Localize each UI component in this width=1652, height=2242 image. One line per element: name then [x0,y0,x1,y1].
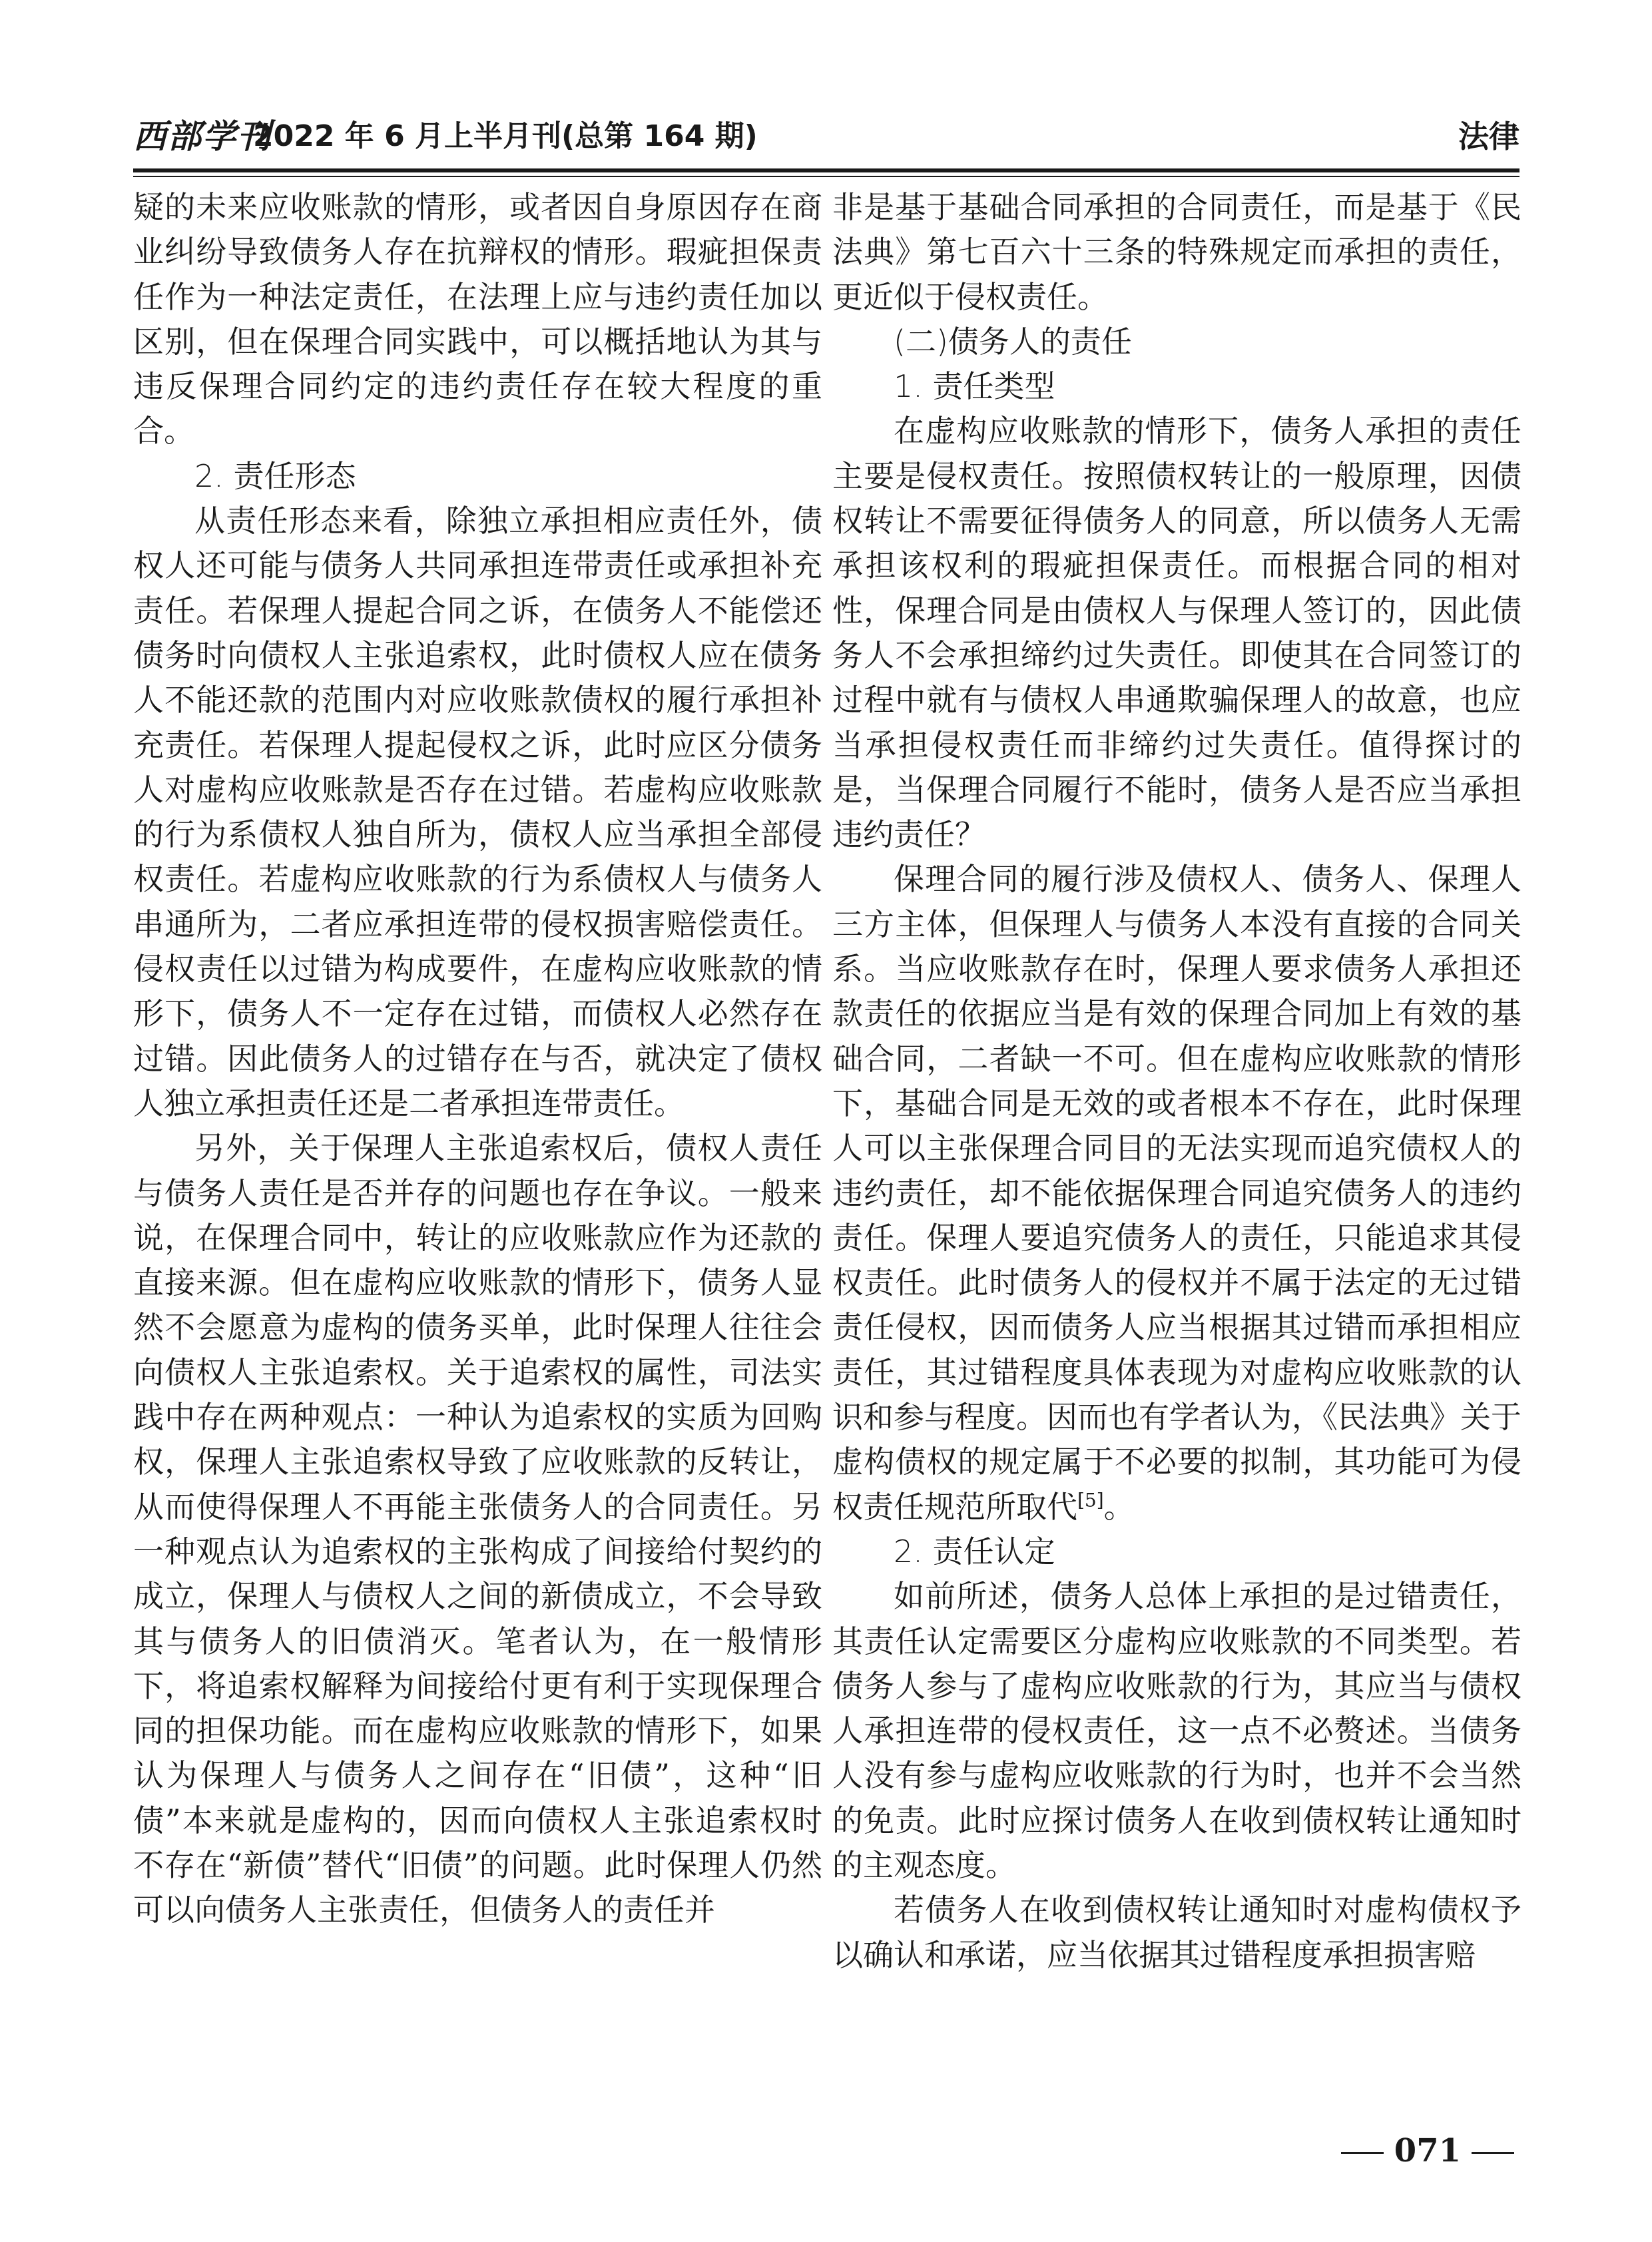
paragraph: 另外，关于保理人主张追索权后，债权人责任与债务人责任是否并存的问题也存在争议。一般来说，在保理合同中，转让的应收账款应作为还款的直接来源。但在虚构应收账款的情形下，债务人显然不会愿意为虚构的债务买单，此时保理人往往会向债权人主张追索权。关于追索权的属性，司法实践中存在两种观点：一种认为追索权的实质为回购权，保理人主张追索权导致了应收账款的反转让，从而使得保理人不再能主张债务人的合同责任。另一种观点认为追索权的主张构成了间接给付契约的成立，保理人与债权人之间的新债成立，不会导致其与债务人的旧债消灭。笔者认为，在一般情形下，将追索权解释为间接给付更有利于实现保理合同的担保功能。而在虚构应收账款的情形下，如果认为保理人与债务人之间存在“旧债”，这种“旧债”本来就是虚构的，因而向债权人主张追索权时不存在“新债”替代“旧债”的问题。此时保理人仍然可以向债务人主张责任，但债务人的责任并 [133,1130,822,1928]
paragraph: 若债务人在收到债权转让通知时对虚构债权予以确认和承诺，应当依据其过错程度承担损害赔 [832,1892,1521,1973]
paragraph-text: 保理合同的履行涉及债权人、债务人、保理人三方主体，但保理人与债务人本没有直接的合同关系。当应收账款存在时，保理人要求债务人承担还款责任的依据应当是有效的保理合同加上有效的基础合同，二者缺一不可。但在虚构应收账款的情形下，基础合同是无效的或者根本不存在，此时保理人可以主张保理合同目的无法实现而追究债权人的违约责任，却不能依据保理合同追究债务人的违约责任。保理人要追究债务人的责任，只能追求其侵权责任。此时债务人的侵权并不属于法定的无过错责任侵权，因而债务人应当根据其过错而承担相应责任，其过错程度具体表现为对虚构应收账款的认识和参与程度。因而也有学者认为，《民法典》关于虚构债权的规定属于不必要的拟制，其功能可为侵权责任规范所取代 [832,861,1521,1525]
page-header [133,113,1519,160]
section-heading-debtor-liability: (二)债务人的责任 [894,323,1132,360]
paragraph-end: 。 [1103,1488,1135,1525]
subheading-liability-type: 1. 责任类型 [894,368,1055,405]
subheading-responsibility-form: 2. 责任形态 [194,457,356,494]
journal-logo: 西部学刊 [133,117,272,156]
paragraph: 非是基于基础合同承担的合同责任，而是基于《民法典》第七百六十三条的特殊规定而承担的责任，更近似于侵权责任。 [832,189,1521,315]
footer-dash-right [1472,2152,1514,2154]
right-column [832,185,1521,2103]
footer-dash-left [1341,2152,1384,2154]
issue-info: 2022 年 6 月上半月刊(总第 164 期) [253,119,758,153]
paragraph: 在虚构应收账款的情形下，债务人承担的责任主要是侵权责任。按照债权转让的一般原理，因债权转让不需要征得债务人的同意，所以债务人无需承担该权利的瑕疵担保责任。而根据合同的相对性，保理合同是由债权人与保理人签订的，因此债务人不会承担缔约过失责任。即使其在合同签订的过程中就有与债权人串通欺骗保理人的故意，也应当承担侵权责任而非缔约过失责任。值得探讨的是，当保理合同履行不能时，债务人是否应当承担违约责任？ [832,413,1521,853]
paragraph: 从责任形态来看，除独立承担相应责任外，债权人还可能与债务人共同承担连带责任或承担补充责任。若保理人提起合同之诉，在债务人不能偿还债务时向债权人主张追索权，此时债权人应在债务人不能还款的范围内对应收账款债权的履行承担补充责任。若保理人提起侵权之诉，此时应区分债务人对虚构应收账款是否存在过错。若虚构应收账款的行为系债权人独自所为，债权人应当承担全部侵权责任。若虚构应收账款的行为系债权人与债务人串通所为，二者应承担连带的侵权损害赔偿责任。侵权责任以过错为构成要件，在虚构应收账款的情形下，债务人不一定存在过错，而债权人必然存在过错。因此债务人的过错存在与否，就决定了债权人独立承担责任还是二者承担连带责任。 [133,503,822,1121]
left-column [133,185,822,2103]
header-rule-thick [133,168,1519,172]
page-number: 071 [1394,2132,1461,2169]
paragraph [832,857,1521,1529]
paragraph: 疑的未来应收账款的情形，或者因自身原因存在商业纠纷导致债务人存在抗辩权的情形。瑕疵担保责任作为一种法定责任，在法理上应与违约责任加以区别，但在保理合同实践中，可以概括地认为其与违反保理合同约定的违约责任存在较大程度的重合。 [133,189,822,449]
header-rule-thin [133,176,1519,177]
section-label: 法律 [1458,119,1519,154]
paragraph: 如前所述，债务人总体上承担的是过错责任，其责任认定需要区分虚构应收账款的不同类型。若债务人参与了虚构应收账款的行为，其应当与债权人承担连带的侵权责任，这一点不必赘述。当债务人没有参与虚构应收账款的行为时，也并不会当然的免责。此时应探讨债务人在收到债权转让通知时的主观态度。 [832,1578,1521,1883]
page-footer [1325,2127,1525,2174]
subheading-liability-determination: 2. 责任认定 [894,1533,1055,1569]
citation-ref: [5] [1077,1489,1104,1512]
